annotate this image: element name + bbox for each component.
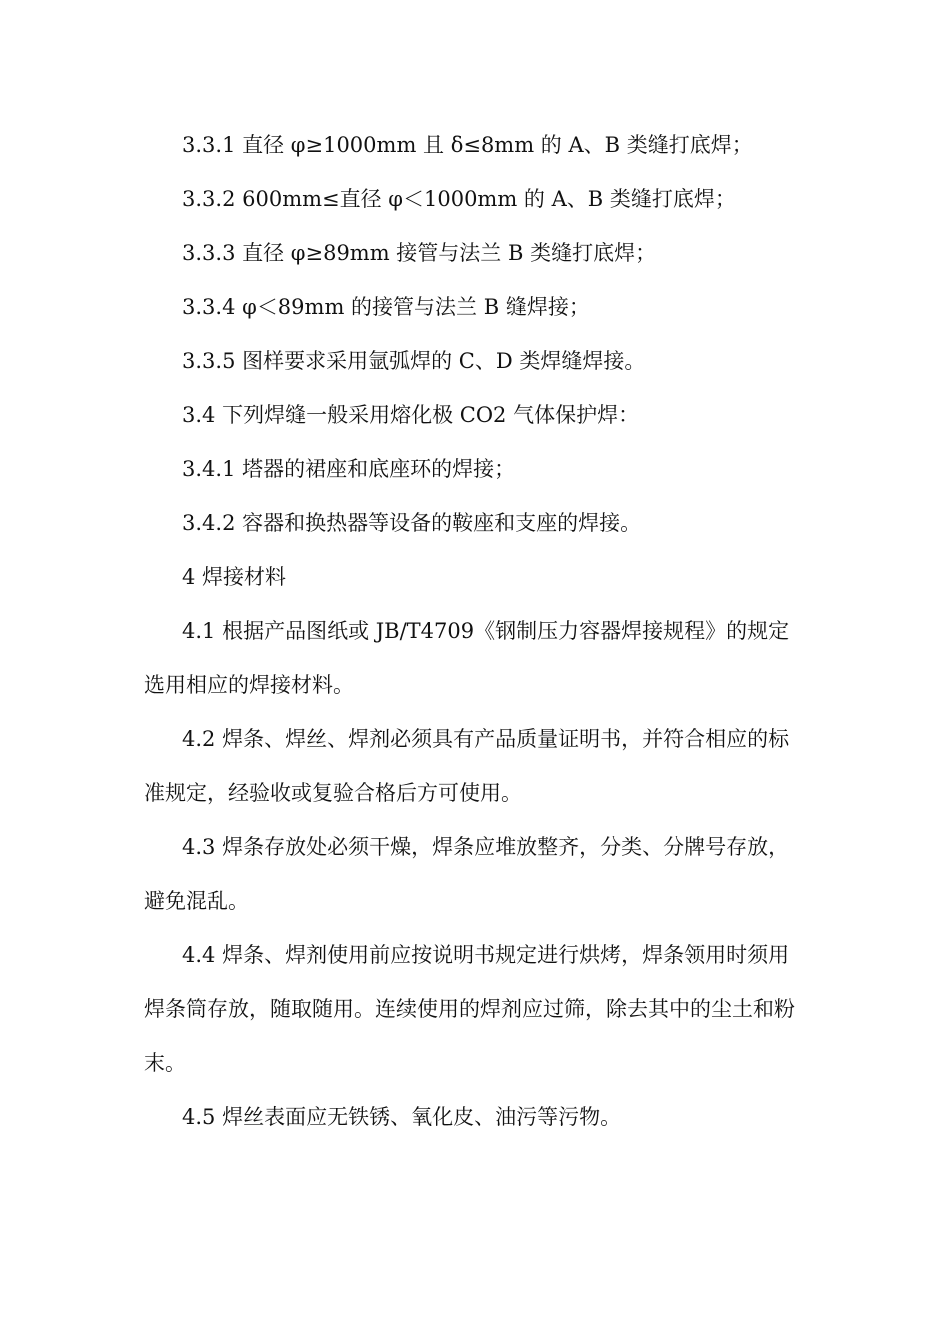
- paragraph-3-4-1: 3.4.1 塔器的裙座和底座环的焊接；: [182, 457, 516, 481]
- paragraph-3-4: 3.4 下列焊缝一般采用熔化极 CO2 气体保护焊：: [182, 403, 640, 427]
- paragraph-4-2: 4.2 焊条、焊丝、焊剂必须具有产品质量证明书，并符合相应的标准规定，经验收或复验合格后方可使用。: [144, 727, 790, 805]
- paragraph-3-3-1: 3.3.1 直径 φ≥1000mm 且 δ≤8mm 的 A、B 类缝打底焊；: [182, 133, 753, 157]
- paragraph-4-3: 4.3 焊条存放处必须干燥，焊条应堆放整齐，分类、分牌号存放，避免混乱。: [144, 835, 790, 913]
- paragraph-4-4: 4.4 焊条、焊剂使用前应按说明书规定进行烘烤，焊条领用时须用焊条筒存放，随取随用。连续使用的焊剂应过筛，除去其中的尘土和粉末。: [144, 943, 795, 1075]
- section-heading-4: 4 焊接材料: [182, 565, 287, 589]
- paragraph-4-1: 4.1 根据产品图纸或 JB/T4709《钢制压力容器焊接规程》的规定选用相应的焊接材料。: [144, 619, 790, 697]
- paragraph-3-3-5: 3.3.5 图样要求采用氩弧焊的 C、D 类焊缝焊接。: [182, 349, 646, 373]
- paragraph-4-5: 4.5 焊丝表面应无铁锈、氧化皮、油污等污物。: [182, 1105, 622, 1129]
- paragraph-3-3-4: 3.3.4 φ＜89mm 的接管与法兰 B 缝焊接；: [182, 295, 590, 319]
- paragraph-3-3-2: 3.3.2 600mm≤直径 φ＜1000mm 的 A、B 类缝打底焊；: [182, 187, 736, 211]
- paragraph-3-3-3: 3.3.3 直径 φ≥89mm 接管与法兰 B 类缝打底焊；: [182, 241, 657, 265]
- document-body: [144, 118, 808, 1144]
- paragraph-3-4-2: 3.4.2 容器和换热器等设备的鞍座和支座的焊接。: [182, 511, 642, 535]
